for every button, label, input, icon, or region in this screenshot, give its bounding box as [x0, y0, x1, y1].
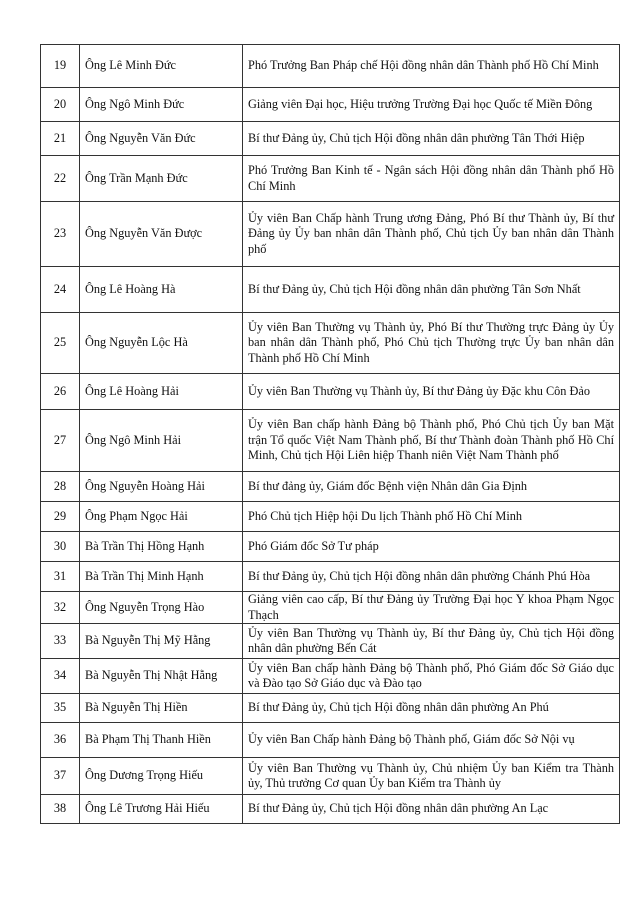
member-name: Ông Trần Mạnh Đức: [80, 156, 243, 202]
table-row: [41, 472, 620, 502]
row-number: 35: [41, 694, 80, 723]
row-number: 22: [41, 156, 80, 202]
row-number: 34: [41, 659, 80, 694]
row-number: 24: [41, 267, 80, 313]
member-name: Bà Trần Thị Minh Hạnh: [80, 562, 243, 592]
table-row: [41, 562, 620, 592]
row-number: 20: [41, 88, 80, 122]
row-number: 23: [41, 202, 80, 267]
row-number: 25: [41, 313, 80, 374]
table-row: [41, 374, 620, 410]
member-name: Bà Nguyễn Thị Hiền: [80, 694, 243, 723]
table-row: [41, 624, 620, 659]
table-row: [41, 502, 620, 532]
member-position: Ủy viên Ban Thường vụ Thành ủy, Phó Bí thư Thường trực Đảng ủy Ủy ban nhân dân Thành phố, Phó Chủ tịch Thường trực Ủy ban nhân dân Thành phố Hồ Chí Minh: [243, 313, 620, 374]
member-position: Bí thư Đảng ủy, Chủ tịch Hội đồng nhân dân phường An Lạc: [243, 795, 620, 824]
member-position: Phó Trưởng Ban Pháp chế Hội đồng nhân dân Thành phố Hồ Chí Minh: [243, 45, 620, 88]
row-number: 26: [41, 374, 80, 410]
row-number: 37: [41, 758, 80, 795]
row-number: 36: [41, 723, 80, 758]
member-position: Ủy viên Ban Thường vụ Thành ủy, Chủ nhiệm Ủy ban Kiểm tra Thành ủy, Thủ trưởng Cơ quan Ủy ban Kiểm tra Thành ủy: [243, 758, 620, 795]
member-position: Phó Chủ tịch Hiệp hội Du lịch Thành phố Hồ Chí Minh: [243, 502, 620, 532]
row-number: 29: [41, 502, 80, 532]
row-number: 38: [41, 795, 80, 824]
member-name: Ông Lê Hoàng Hải: [80, 374, 243, 410]
member-name: Ông Nguyễn Văn Được: [80, 202, 243, 267]
member-name: Bà Trần Thị Hồng Hạnh: [80, 532, 243, 562]
member-position: Ủy viên Ban Chấp hành Trung ương Đảng, Phó Bí thư Thành ủy, Bí thư Đảng ủy Ủy ban nhân dân Thành phố, Chủ tịch Ủy ban nhân dân Thành phố: [243, 202, 620, 267]
table-row: [41, 410, 620, 472]
row-number: 31: [41, 562, 80, 592]
member-table: [40, 44, 620, 824]
table-row: [41, 659, 620, 694]
member-name: Ông Phạm Ngọc Hải: [80, 502, 243, 532]
table-row: [41, 723, 620, 758]
table-row: [41, 313, 620, 374]
member-name: Ông Lê Hoàng Hà: [80, 267, 243, 313]
table-row: [41, 202, 620, 267]
member-name: Bà Nguyễn Thị Mỹ Hằng: [80, 624, 243, 659]
table-row: [41, 592, 620, 624]
member-position: Bí thư Đảng ủy, Chủ tịch Hội đồng nhân dân phường Tân Thới Hiệp: [243, 122, 620, 156]
table-row: [41, 267, 620, 313]
member-position: Ủy viên Ban Thường vụ Thành ủy, Bí thư Đảng ủy, Chủ tịch Hội đồng nhân dân phường Bến Cát: [243, 624, 620, 659]
row-number: 28: [41, 472, 80, 502]
member-position: Ủy viên Ban chấp hành Đảng bộ Thành phố, Phó Giám đốc Sở Giáo dục và Đào tạo Sở Giáo dục và Đào tạo: [243, 659, 620, 694]
row-number: 27: [41, 410, 80, 472]
member-position: Ủy viên Ban Chấp hành Đảng bộ Thành phố, Giám đốc Sở Nội vụ: [243, 723, 620, 758]
member-position: Giảng viên cao cấp, Bí thư Đảng ủy Trường Đại học Y khoa Phạm Ngọc Thạch: [243, 592, 620, 624]
member-name: Ông Nguyễn Hoàng Hải: [80, 472, 243, 502]
member-name: Bà Nguyễn Thị Nhật Hằng: [80, 659, 243, 694]
member-position: Bí thư đảng ủy, Giám đốc Bệnh viện Nhân dân Gia Định: [243, 472, 620, 502]
table-row: [41, 532, 620, 562]
table-row: [41, 156, 620, 202]
table-row: [41, 45, 620, 88]
member-name: Ông Nguyễn Lộc Hà: [80, 313, 243, 374]
table-row: [41, 795, 620, 824]
row-number: 30: [41, 532, 80, 562]
member-table-body: [41, 45, 620, 824]
member-name: Ông Ngô Minh Đức: [80, 88, 243, 122]
row-number: 32: [41, 592, 80, 624]
member-name: Ông Nguyễn Văn Đức: [80, 122, 243, 156]
member-name: Ông Nguyễn Trọng Hào: [80, 592, 243, 624]
member-position: Bí thư Đảng ủy, Chủ tịch Hội đồng nhân dân phường Chánh Phú Hòa: [243, 562, 620, 592]
member-position: Ủy viên Ban Thường vụ Thành ủy, Bí thư Đảng ủy Đặc khu Côn Đảo: [243, 374, 620, 410]
member-position: Phó Giám đốc Sở Tư pháp: [243, 532, 620, 562]
member-position: Giảng viên Đại học, Hiệu trưởng Trường Đại học Quốc tế Miền Đông: [243, 88, 620, 122]
row-number: 21: [41, 122, 80, 156]
member-name: Ông Lê Trương Hải Hiếu: [80, 795, 243, 824]
member-position: Bí thư Đảng ủy, Chủ tịch Hội đồng nhân dân phường Tân Sơn Nhất: [243, 267, 620, 313]
table-row: [41, 88, 620, 122]
table-row: [41, 758, 620, 795]
member-name: Ông Ngô Minh Hải: [80, 410, 243, 472]
member-name: Ông Lê Minh Đức: [80, 45, 243, 88]
row-number: 33: [41, 624, 80, 659]
member-position: Phó Trưởng Ban Kinh tế - Ngân sách Hội đồng nhân dân Thành phố Hồ Chí Minh: [243, 156, 620, 202]
table-row: [41, 122, 620, 156]
member-name: Ông Dương Trọng Hiếu: [80, 758, 243, 795]
row-number: 19: [41, 45, 80, 88]
member-position: Ủy viên Ban chấp hành Đảng bộ Thành phố, Phó Chủ tịch Ủy ban Mặt trận Tổ quốc Việt Nam Thành phố, Bí thư Thành đoàn Thành phố Hồ Chí Minh, Chủ tịch Hội Liên hiệp Thanh niên Việt Nam Thành phố: [243, 410, 620, 472]
member-name: Bà Phạm Thị Thanh Hiền: [80, 723, 243, 758]
table-row: [41, 694, 620, 723]
member-position: Bí thư Đảng ủy, Chủ tịch Hội đồng nhân dân phường An Phú: [243, 694, 620, 723]
